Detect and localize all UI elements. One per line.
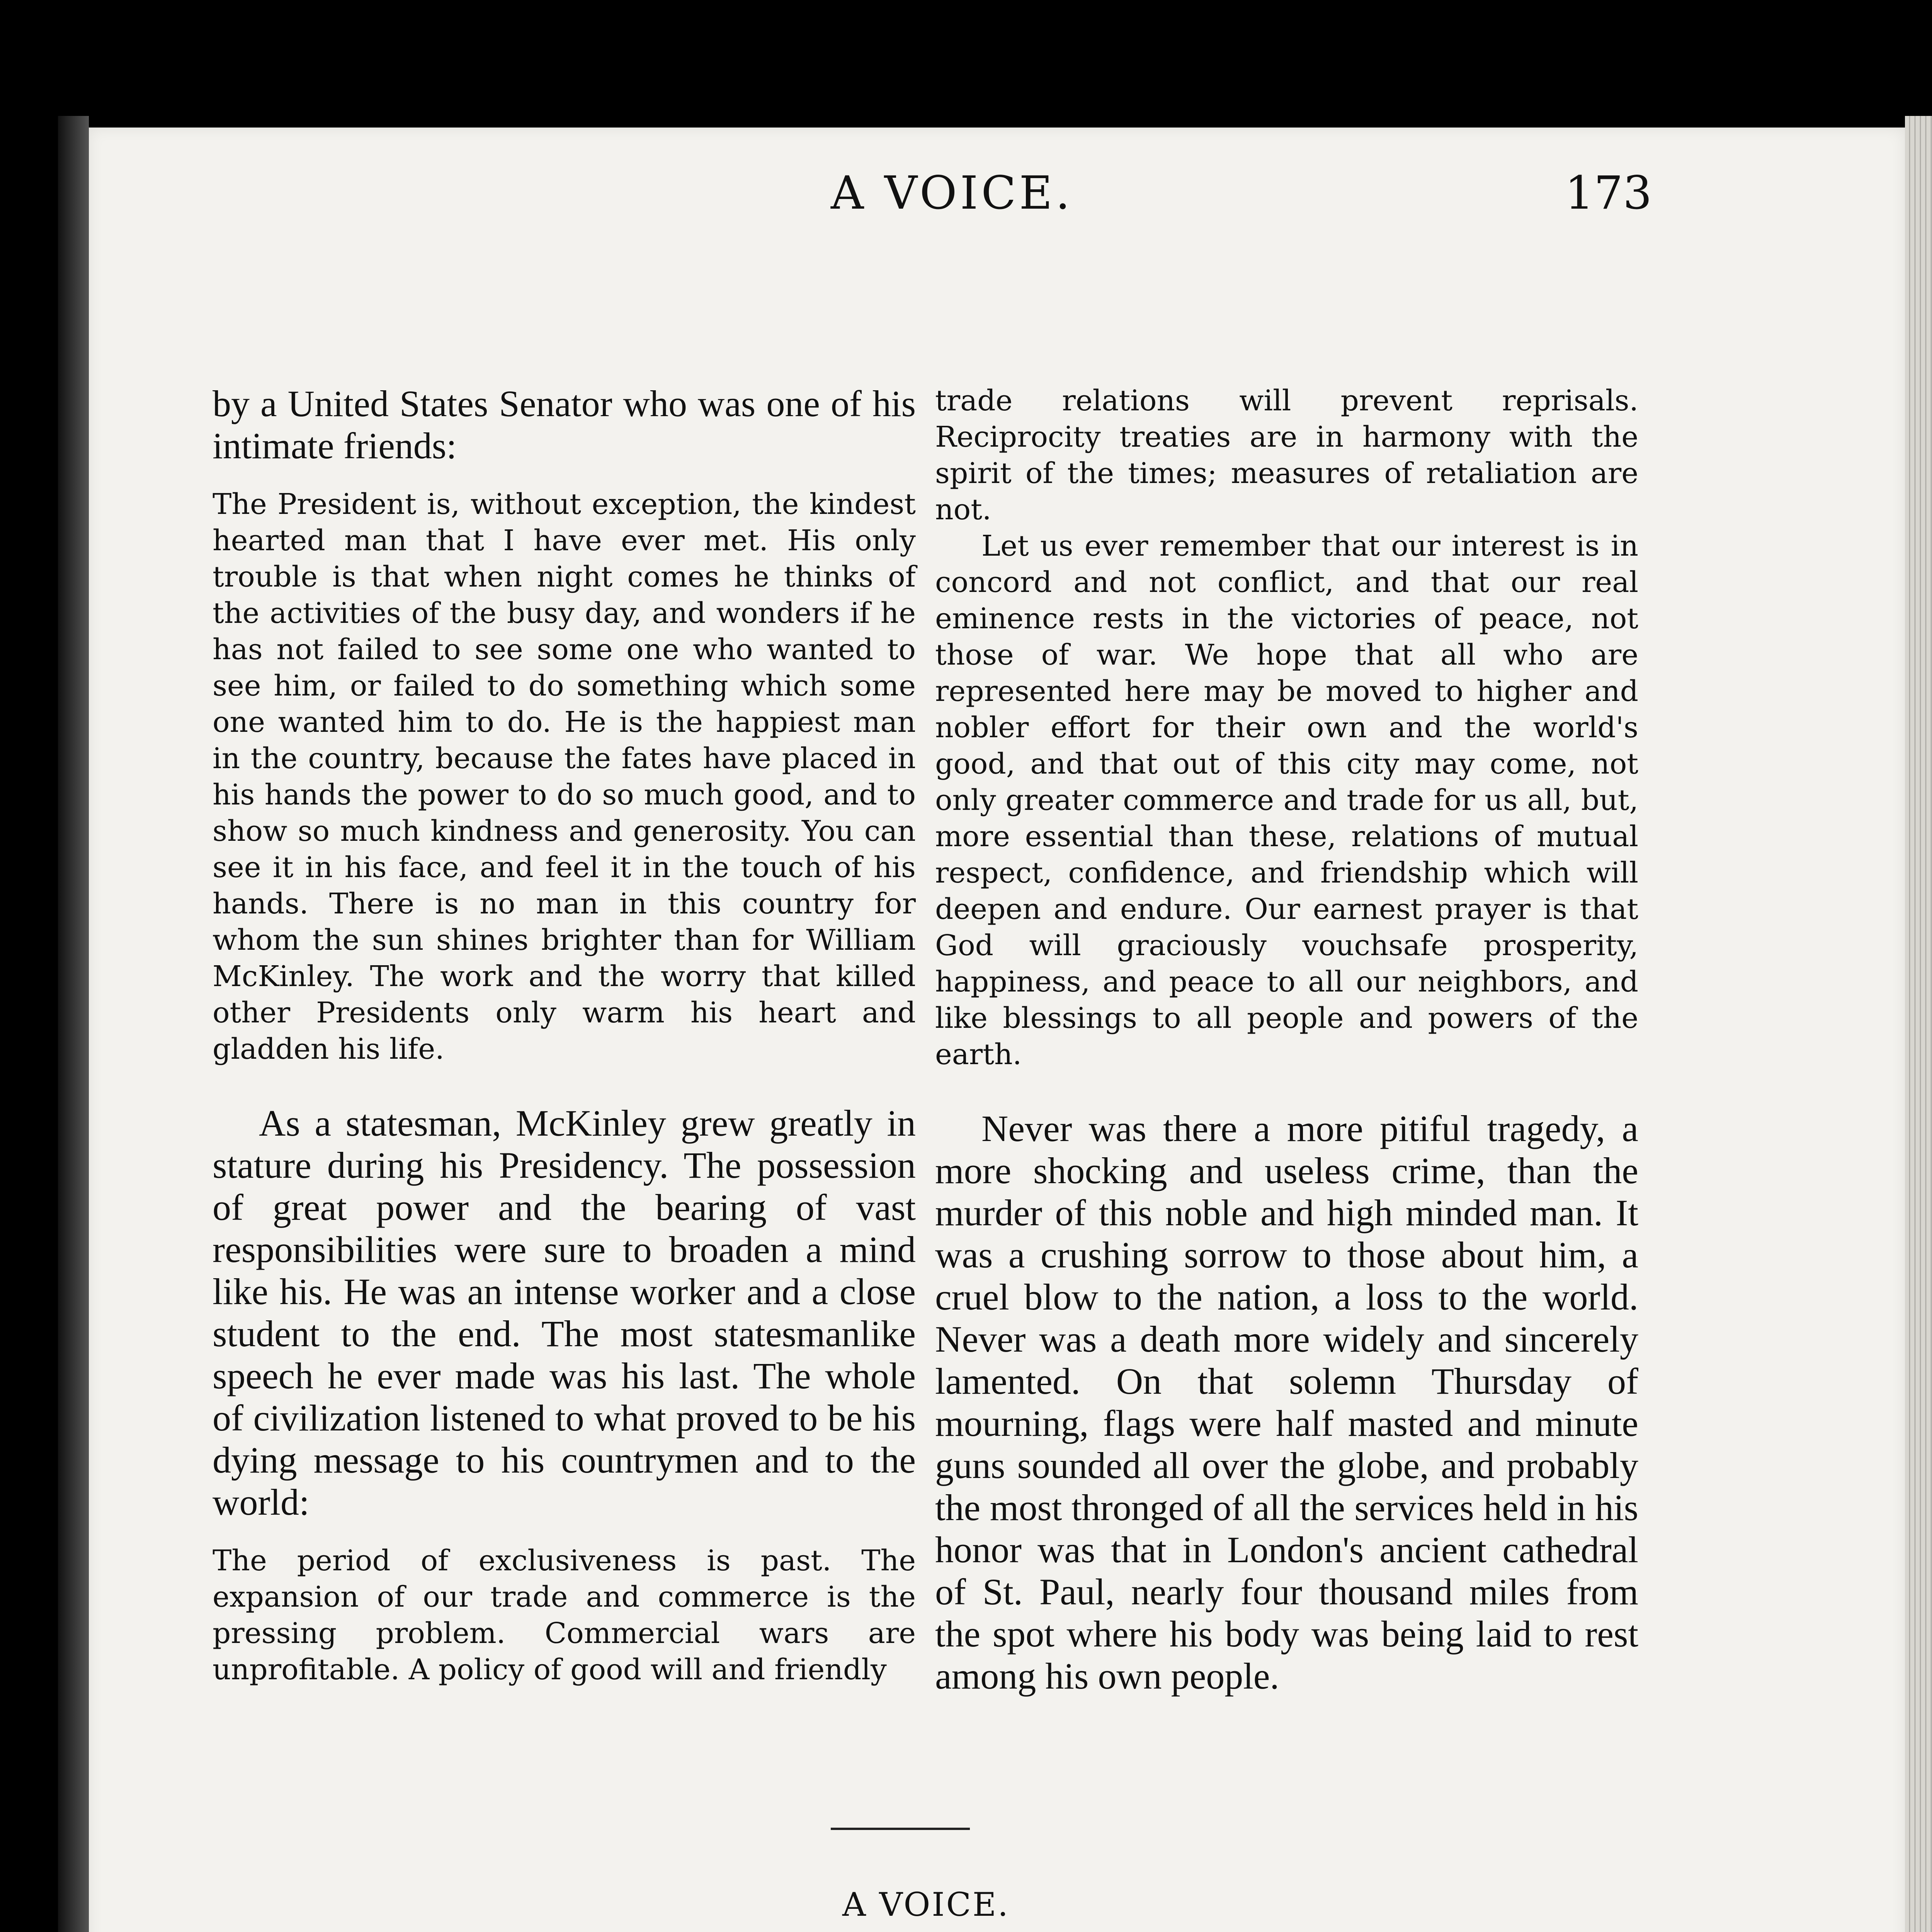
left-intro-text: by a United States Senator who was one of his intimate friends: (213, 383, 916, 466)
speech-quote-paragraph: Let us ever remember that our interest is in concord and not conflict, and that our real eminence rests in the victories of peace, not those of war. We hope that all who are represented here may be moved to higher and nobler effort for their own and the world's good, and that out of this city may come, not only greater commerce and trade for us all, but, more essential than these, relations of mutual respect, confidence, and friendship which will deepen and endure. Our earnest prayer is that God will graciously vouchsafe prosperity, happiness, and peace to all our neighbors, and like blessings to all people and powers of the earth. (935, 529, 1638, 1071)
running-head: A VOICE. (831, 166, 1073, 219)
statesman-paragraph: As a statesman, McKinley grew greatly in stature during his Presidency. The possession of great power and the bearing of vast responsibilities were sure to broaden a mind like his. He was an intense worker and a close student to the end. The most statesmanlike speech he ever made was his last. The whole of civilization listened to what proved to be his dying message to his countrymen and to the world: (213, 1102, 916, 1523)
page-number: 173 (1565, 166, 1652, 219)
left-column (213, 383, 916, 1688)
right-column (935, 383, 1638, 1697)
poem-title: A VOICE. (842, 1886, 1010, 1923)
page-gutter-shadow (58, 116, 89, 1932)
section-divider (831, 1828, 970, 1830)
tragedy-paragraph: Never was there a more pitiful tragedy, a more shocking and useless crime, than the murder of this noble and high minded man. It was a crushing sorrow to those about him, a cruel blow to the nation, a loss to the world. Never was a death more widely and sincerely lamented. On that solemn Thursday of mourning, flags were half masted and minute guns sounded all over the globe, and probably the most thronged of all the services held in his honor was that in London's ancient cathedral of St. Paul, nearly four thousand miles from the spot where his body was being laid to rest among his own people. (935, 1108, 1638, 1697)
speech-quote-continued: trade relations will prevent reprisals. Reciprocity treaties are in harmony with the spirit of the times; measures of retaliation are not. (935, 384, 1638, 526)
page-header (0, 166, 1932, 228)
senator-quote: The President is, without exception, the kindest hearted man that I have ever met. His only trouble is that when night comes he thinks of the activities of the busy day, and wonders if he has not failed to see some one who wanted to see him, or failed to do something which some one wanted him to do. He is the happiest man in the country, because the fates have placed in his hands the power to do so much good, and to show so much kindness and generosity. You can see it in his face, and feel it in the touch of his hands. There is no man in this country for whom the sun shines brighter than for William McKinley. The work and the worry that killed other Presidents only warm his heart and gladden his life. (213, 488, 916, 1066)
speech-quote-start: The period of exclusiveness is past. The expansion of our trade and commerce is the pressing problem. Commercial wars are unprofitable. A policy of good will and friendly (213, 1544, 916, 1686)
page-edge-stack (1905, 116, 1932, 1932)
